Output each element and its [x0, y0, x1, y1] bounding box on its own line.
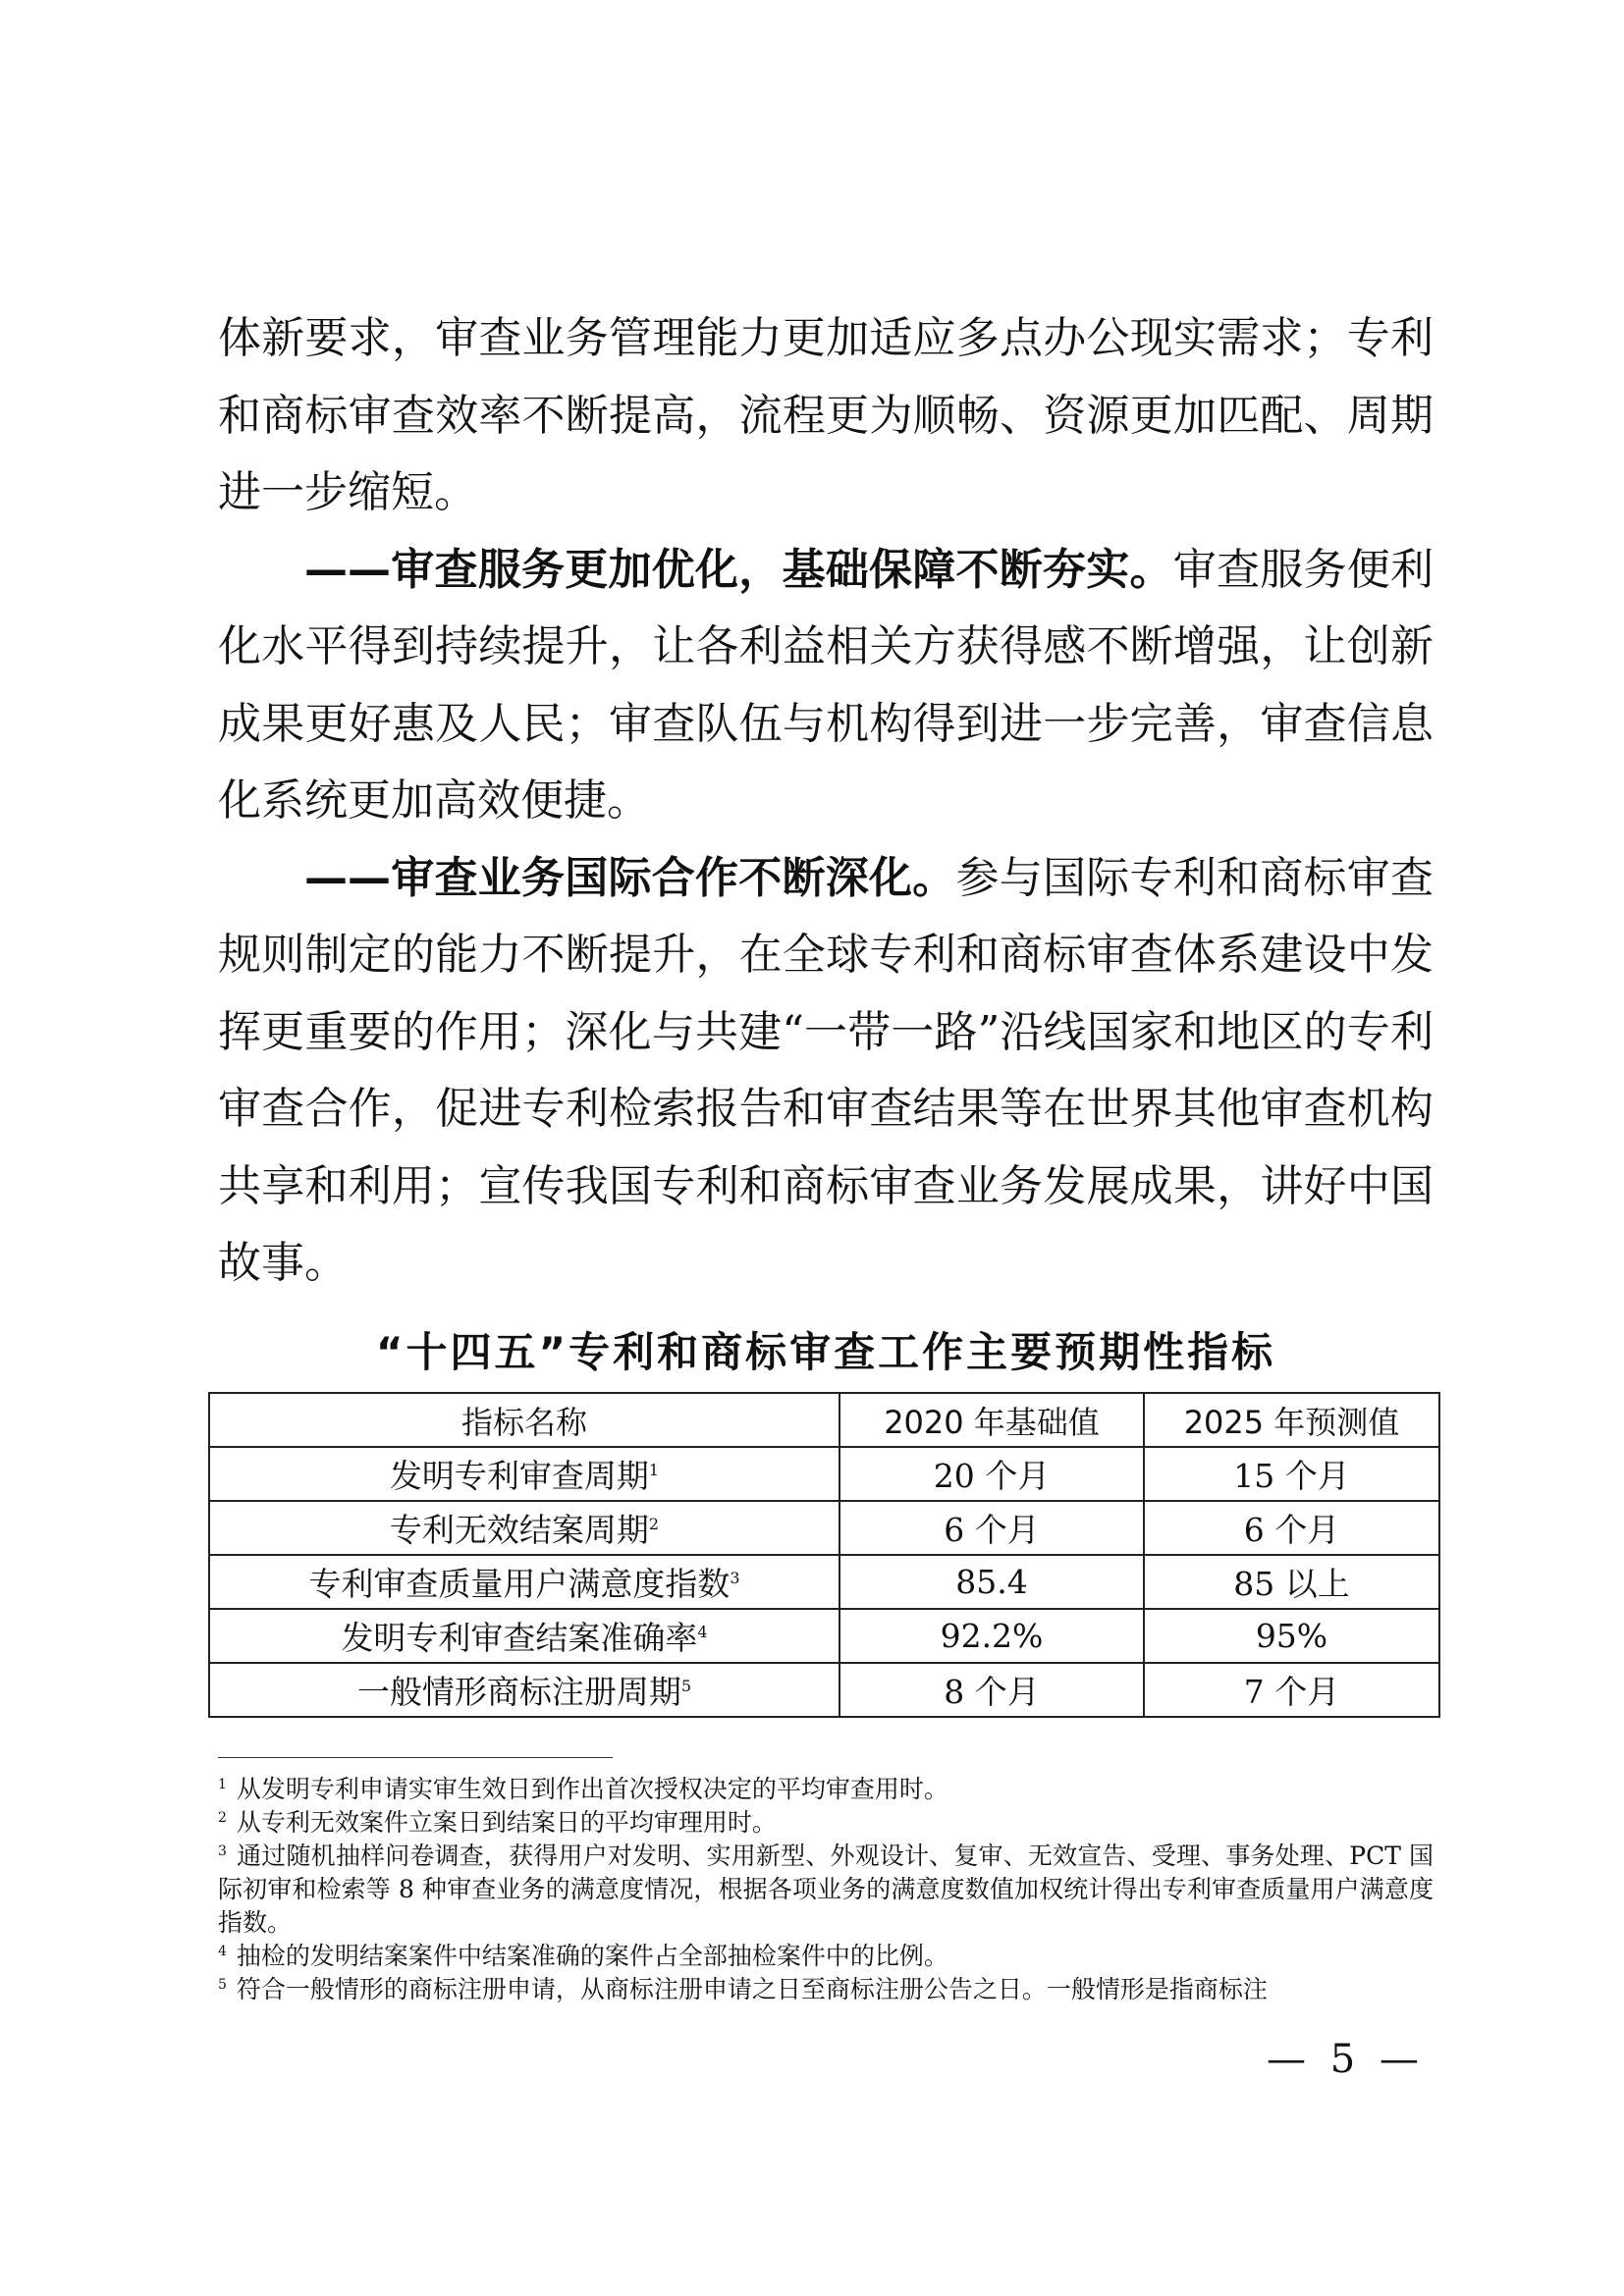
- table-row: [209, 1447, 1439, 1501]
- target-value: 6 个月: [1144, 1501, 1439, 1555]
- page-number: — 5 —: [1267, 2037, 1425, 2082]
- indicator-name: [209, 1555, 839, 1609]
- base-value: 8 个月: [839, 1663, 1144, 1717]
- indicator-label: 发明专利审查结案准确率: [341, 1619, 698, 1657]
- target-value: 15 个月: [1144, 1447, 1439, 1501]
- footnote-text: 抽检的发明结案案件中结案准确的案件占全部抽检案件中的比例。: [236, 1942, 948, 1970]
- footnote-text: 从专利无效案件立案日到结案日的平均审理用时。: [236, 1808, 777, 1837]
- table-header-row: [209, 1393, 1439, 1447]
- footnote-text: 通过随机抽样问卷调查，获得用户对发明、实用新型、外观设计、复审、无效宣告、受理、事务处理、PCT 国际初审和检索等 8 种审查业务的满意度情况，根据各项业务的满意度数值加权统计得出专利审查质量用户满意度指数。: [218, 1842, 1434, 1937]
- table-title: “十四五”专利和商标审查工作主要预期性指标: [375, 1328, 1276, 1376]
- footnote-number: 4: [218, 1943, 227, 1959]
- table-row: [209, 1501, 1439, 1555]
- footnote-number: 2: [218, 1809, 227, 1826]
- paragraph-international-heading: ——审查业务国际合作不断深化。: [304, 852, 956, 903]
- footnote-ref: 3: [730, 1569, 740, 1587]
- paragraph-continuation: 体新要求，审查业务管理能力更加适应多点办公现实需求；专利和商标审查效率不断提高，流程更为顺畅、资源更加匹配、周期进一步缩短。: [218, 313, 1434, 517]
- footnote: [218, 1773, 1434, 1806]
- footnote: [218, 1806, 1434, 1840]
- header-2020-base: 2020 年基础值: [839, 1393, 1144, 1447]
- footnote-ref: 1: [648, 1461, 660, 1479]
- paragraph-service: [218, 532, 1434, 840]
- paragraph-international: [218, 840, 1434, 1303]
- base-value: 92.2%: [839, 1609, 1144, 1663]
- body-text: [218, 300, 1434, 1303]
- footnote-text: 从发明专利申请实审生效日到作出首次授权决定的平均审查用时。: [236, 1775, 948, 1803]
- target-value: 7 个月: [1144, 1663, 1439, 1717]
- footnote-number: 3: [218, 1842, 227, 1859]
- indicator-name: [209, 1663, 839, 1717]
- indicator-label: 发明专利审查周期: [389, 1457, 649, 1495]
- paragraph-service-heading: ——审查服务更加优化，基础保障不断夯实。: [304, 544, 1173, 595]
- paragraph-service-text: 审查服务便利化水平得到持续提升，让各利益相关方获得感不断增强，让创新成果更好惠及人民；审查队伍与机构得到进一步完善，审查信息化系统更加高效便捷。: [218, 544, 1434, 826]
- indicator-label: 专利无效结案周期: [389, 1511, 649, 1549]
- table-row: [209, 1555, 1439, 1609]
- footnote-ref: 4: [697, 1623, 708, 1641]
- footnote-text: 符合一般情形的商标注册申请，从商标注册申请之日至商标注册公告之日。一般情形是指商标注: [236, 1975, 1268, 2003]
- footnote-number: 5: [218, 1976, 227, 1993]
- indicator-name: [209, 1447, 839, 1501]
- indicator-name: [209, 1501, 839, 1555]
- paragraph-international-text: 参与国际专利和商标审查规则制定的能力不断提升，在全球专利和商标审查体系建设中发挥更重要的作用；深化与共建“一带一路”沿线国家和地区的专利审查合作，促进专利检索报告和审查结果等在世界其他审查机构共享和利用；宣传我国专利和商标审查业务发展成果，讲好中国故事。: [218, 852, 1434, 1288]
- footnote: [218, 1973, 1434, 2006]
- indicator-label: 一般情形商标注册周期: [356, 1673, 681, 1711]
- footnote: [218, 1840, 1434, 1940]
- target-value: 85 以上: [1144, 1555, 1439, 1609]
- header-2025-forecast: 2025 年预测值: [1144, 1393, 1439, 1447]
- indicator-table: [208, 1392, 1440, 1718]
- indicator-label: 专利审查质量用户满意度指数: [308, 1565, 731, 1603]
- footnote-ref: 5: [680, 1677, 692, 1695]
- base-value: 6 个月: [839, 1501, 1144, 1555]
- table-row: [209, 1663, 1439, 1717]
- base-value: 20 个月: [839, 1447, 1144, 1501]
- target-value: 95%: [1144, 1609, 1439, 1663]
- footnote: [218, 1940, 1434, 1973]
- header-indicator-name: 指标名称: [209, 1393, 839, 1447]
- indicator-name: [209, 1609, 839, 1663]
- footnote-number: 1: [218, 1776, 227, 1792]
- table-row: [209, 1609, 1439, 1663]
- base-value: 85.4: [839, 1555, 1144, 1609]
- footnote-separator: [218, 1757, 613, 1758]
- footnote-ref: 2: [648, 1515, 660, 1533]
- footnotes: [218, 1773, 1434, 2006]
